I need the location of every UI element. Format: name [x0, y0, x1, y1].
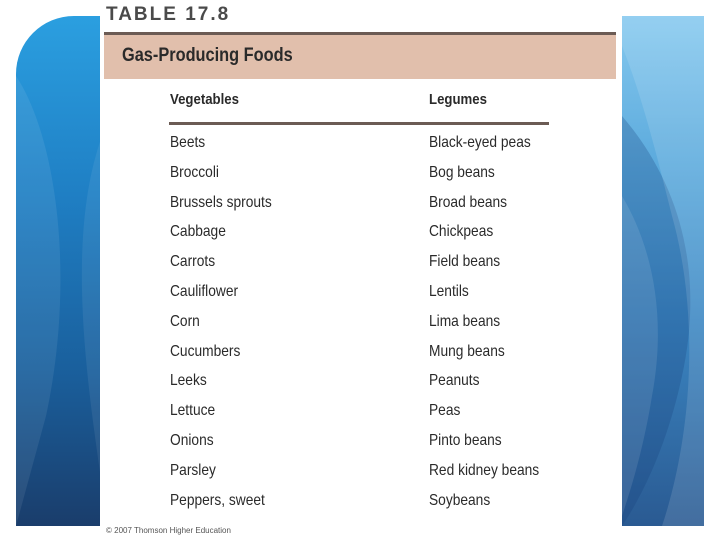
legume-cell: Broad beans	[429, 193, 508, 211]
legume-cell: Peanuts	[429, 372, 480, 390]
vegetable-cell: Brussels sprouts	[170, 193, 272, 211]
vegetable-cell: Carrots	[170, 253, 216, 271]
table-row	[100, 369, 622, 399]
table-row	[100, 310, 622, 340]
legume-cell: Field beans	[429, 253, 501, 271]
table-row	[100, 429, 622, 459]
legume-cell: Lentils	[429, 282, 469, 300]
vegetable-cell: Peppers, sweet	[170, 491, 265, 509]
legume-cell: Mung beans	[429, 342, 505, 360]
legume-cell: Soybeans	[429, 491, 491, 509]
vegetable-cell: Leeks	[170, 372, 207, 390]
table-row	[100, 459, 622, 489]
vegetable-cell: Cucumbers	[170, 342, 241, 360]
column-header-legumes: Legumes	[429, 91, 487, 108]
legume-cell: Bog beans	[429, 163, 495, 181]
table-row	[100, 489, 622, 519]
legume-cell: Black-eyed peas	[429, 134, 531, 151]
table-row	[100, 280, 622, 310]
vegetable-cell: Corn	[170, 312, 200, 330]
table-number: TABLE 17.8	[106, 4, 231, 25]
header-rule	[169, 122, 549, 125]
vegetable-cell: Beets	[170, 134, 206, 151]
table-title-band	[104, 32, 616, 79]
wave-decoration-right	[622, 16, 704, 526]
column-header-vegetables: Vegetables	[170, 91, 239, 108]
table-document	[100, 0, 622, 540]
vegetable-cell: Onions	[170, 431, 214, 449]
table-row	[100, 220, 622, 250]
table-row	[100, 161, 622, 191]
table-row	[100, 399, 622, 429]
vegetable-cell: Cabbage	[170, 223, 226, 241]
legume-cell: Peas	[429, 402, 461, 420]
table-row	[100, 340, 622, 370]
table-row	[100, 131, 622, 161]
slide-decoration-left	[16, 16, 102, 526]
table-row	[100, 191, 622, 221]
slide-decoration-right	[622, 16, 704, 526]
vegetable-cell: Lettuce	[170, 402, 216, 420]
vegetable-cell: Cauliflower	[170, 282, 239, 300]
vegetable-cell: Broccoli	[170, 163, 219, 181]
table-title: Gas-Producing Foods	[122, 45, 293, 66]
copyright-notice: © 2007 Thomson Higher Education	[106, 526, 231, 535]
table-body	[100, 131, 622, 518]
legume-cell: Red kidney beans	[429, 461, 540, 479]
legume-cell: Lima beans	[429, 312, 501, 330]
legume-cell: Chickpeas	[429, 223, 494, 241]
wave-decoration-left	[16, 16, 102, 526]
legume-cell: Pinto beans	[429, 431, 502, 449]
table-row	[100, 250, 622, 280]
vegetable-cell: Parsley	[170, 461, 216, 479]
